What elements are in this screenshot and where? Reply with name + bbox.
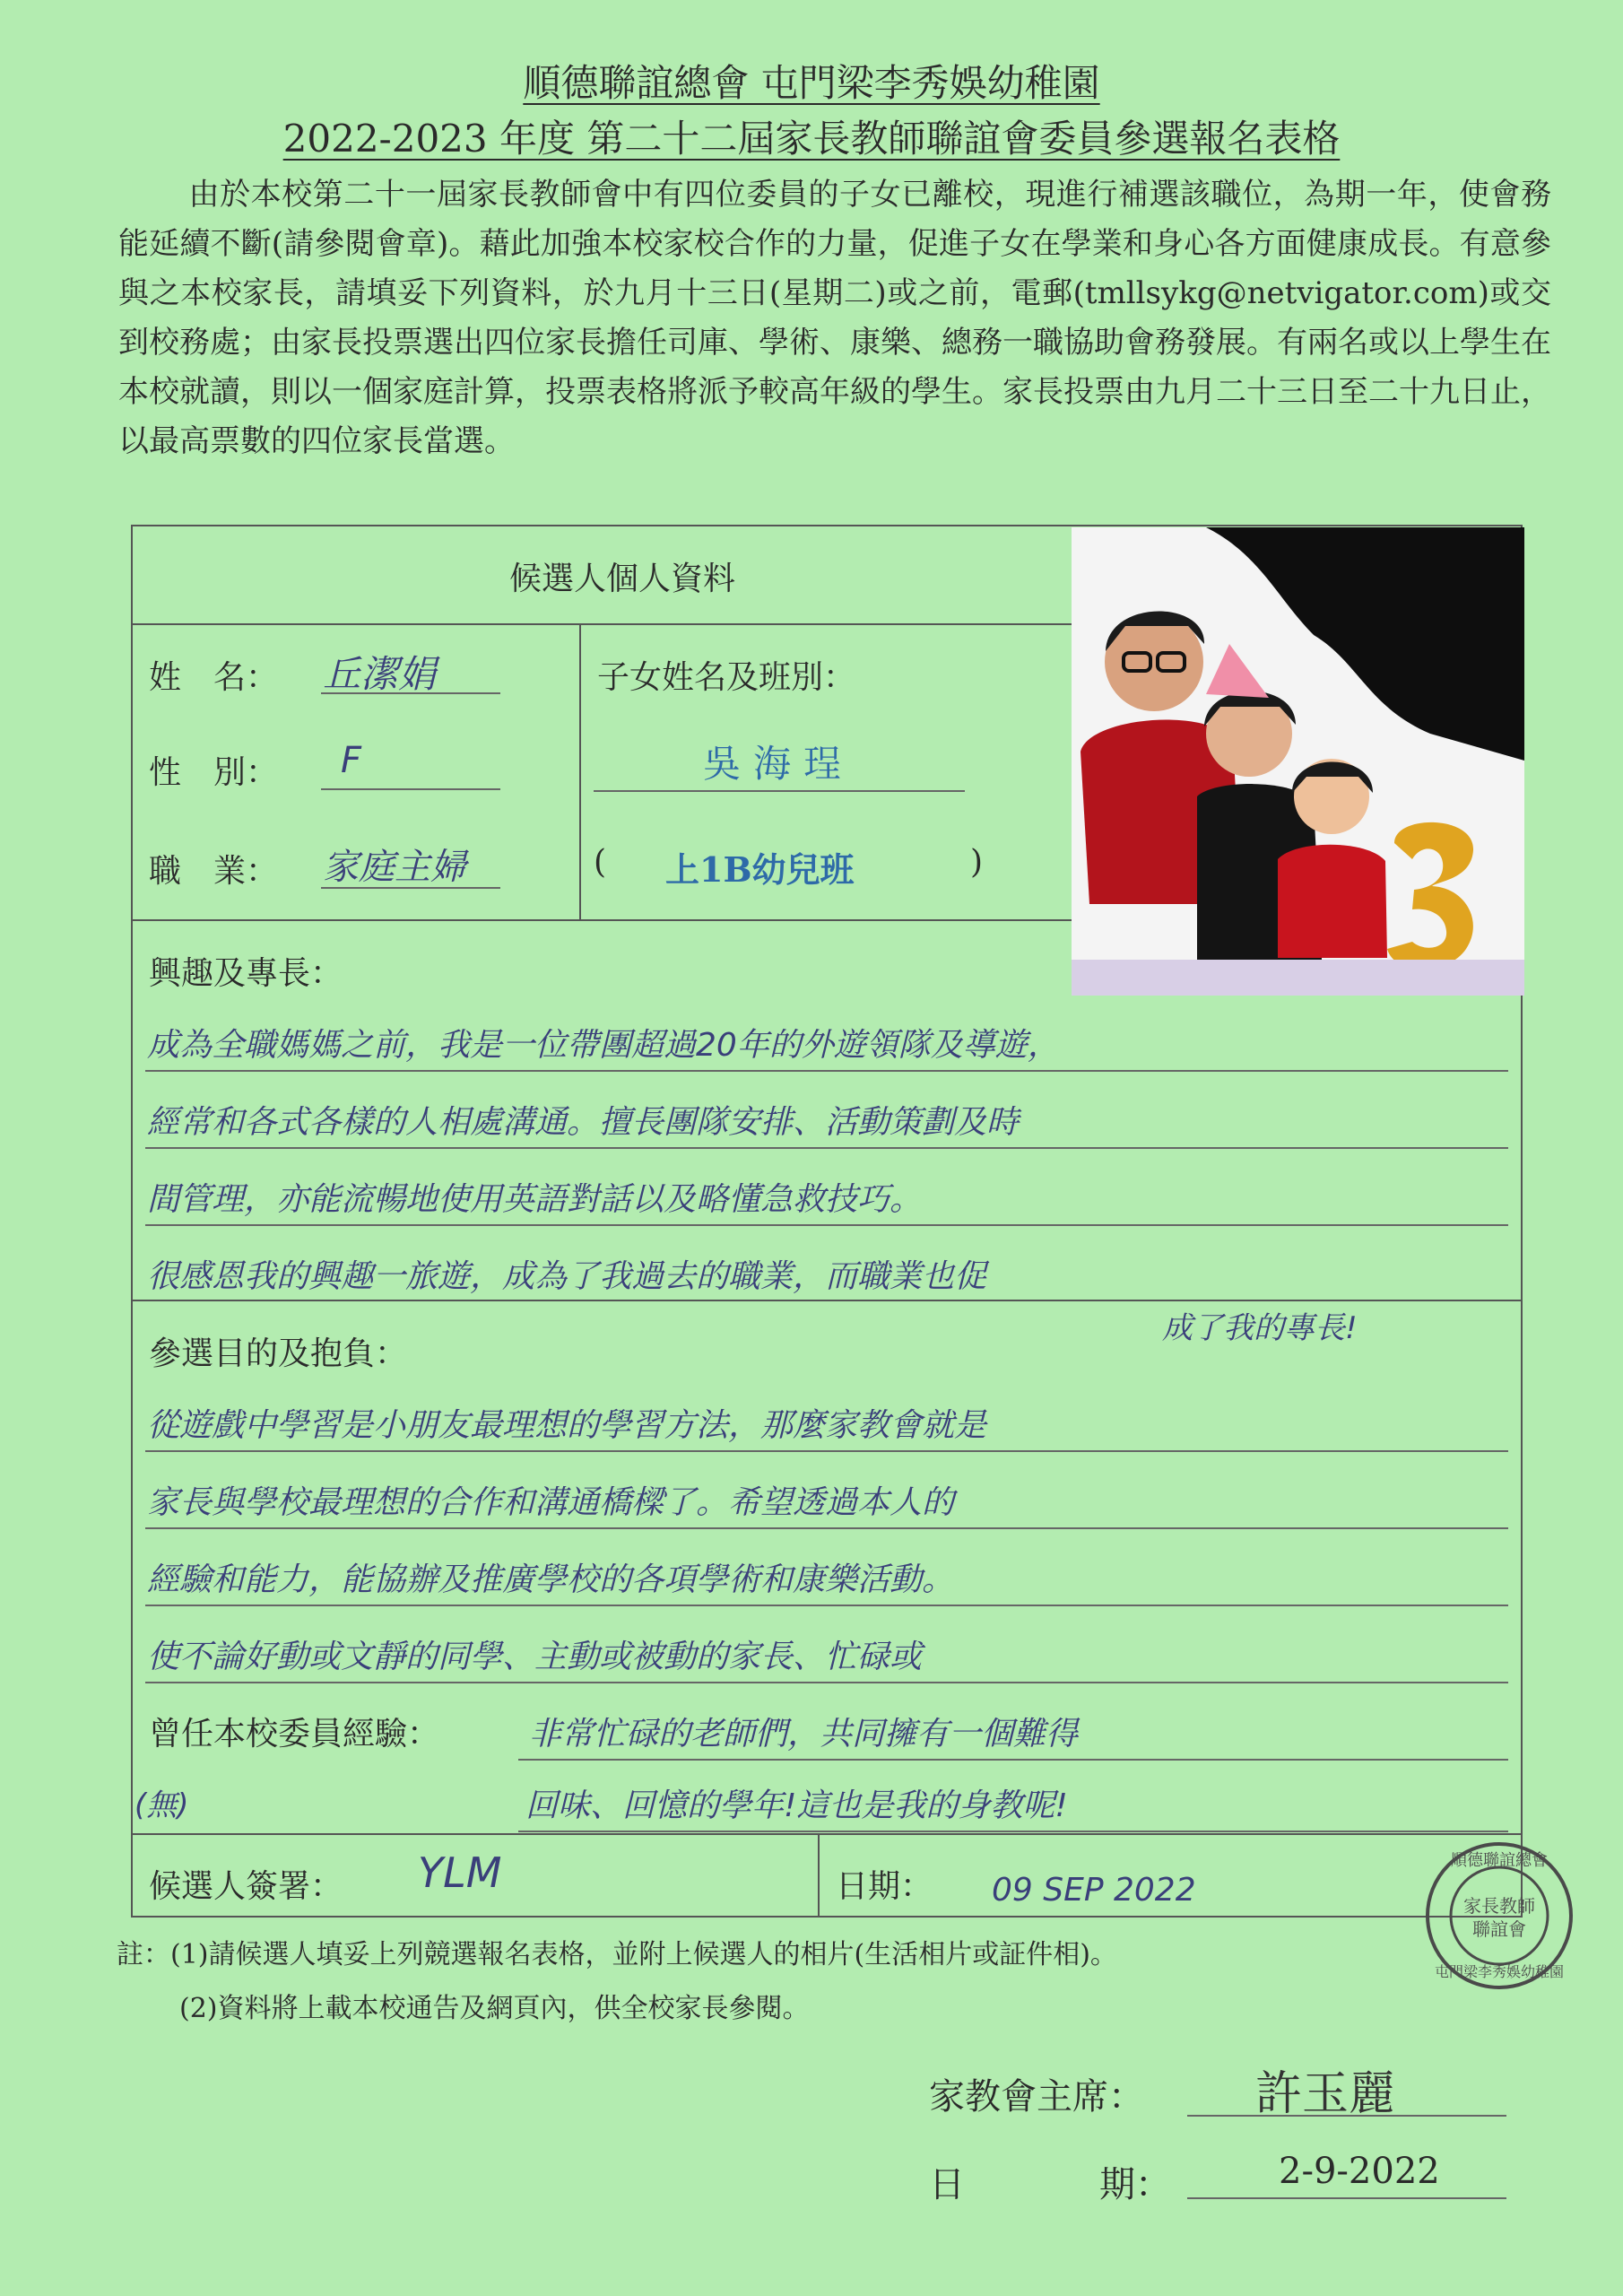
candidate-photo xyxy=(1072,527,1524,996)
class-close-paren: ) xyxy=(970,844,984,881)
interests-underline xyxy=(145,1224,1508,1226)
chair-date-label-b: 期： xyxy=(1099,2164,1171,2205)
interests-underline xyxy=(145,1070,1508,1072)
intro-text: 由於本校第二十一屆家長教師會中有四位委員的子女已離校，現進行補選該職位，為期一年，使會務能延續不斷(請參閱會章)。藉此加強本校家校合作的力量，促進子女在學業和身心各方面健康成長。有意參與之本校家長，請填妥下列資料，於九月十三日(星期二)或之前，電郵(tmllsykg@netvigator.com)或交到校務處；由家長投票選出四位家長擔任司庫、學術、康樂、總務一職協助會務發展。有兩名或以上學生在本校就讀，則以一個家庭計算，投票表格將派予較高年級的學生。家長投票由九月二十三日至二十九日止，以最高票數的四位家長當選。 xyxy=(118,177,1551,459)
association-seal xyxy=(1424,1840,1575,1991)
chair-underline xyxy=(1187,2115,1506,2117)
child-name-underline xyxy=(594,790,965,792)
chair-name: 許玉麗 xyxy=(1255,2067,1396,2121)
gender-label: 性 別： xyxy=(149,754,279,791)
school-title: 順德聯誼總會 屯門梁李秀娛幼稚園 xyxy=(523,61,1100,105)
divider xyxy=(133,623,1072,625)
seal-bottom-text: 屯門梁李秀娛幼稚園 xyxy=(1434,1963,1565,1980)
notes xyxy=(117,1928,1117,2036)
interests-line[interactable]: 很感恩我的興趣一旅遊，成為了我過去的職業，而職業也促 xyxy=(147,1258,987,1295)
interests-line[interactable]: 經常和各式各樣的人相處溝通。擅長團隊安排、活動策劃及時 xyxy=(147,1104,1020,1141)
goals-label: 參選目的及抱負： xyxy=(149,1335,408,1372)
goals-line[interactable]: 家長與學校最理想的合作和溝通橋樑了。希望透過本人的 xyxy=(147,1484,955,1521)
class-open-paren: ( xyxy=(594,844,607,881)
seal-center-text: 聯誼會 xyxy=(1472,1918,1526,1940)
occupation-underline xyxy=(321,887,500,889)
interests-line[interactable]: 間管理，亦能流暢地使用英語對話以及略懂急救技巧。 xyxy=(147,1181,923,1218)
goals-underline xyxy=(518,1759,1508,1761)
chair-date-label-a: 日 xyxy=(929,2164,965,2205)
interests-label: 興趣及專長： xyxy=(149,955,343,992)
goals-line[interactable]: 從遊戲中學習是小朋友最理想的學習方法，那麼家教會就是 xyxy=(147,1407,987,1444)
goals-underline xyxy=(145,1605,1508,1606)
occupation-value[interactable]: 家庭主婦 xyxy=(323,847,466,888)
child-label: 子女姓名及班別： xyxy=(597,659,856,696)
child-name-value[interactable]: 吳海珵 xyxy=(703,742,855,786)
goals-line[interactable]: 非常忙碌的老師們，共同擁有一個難得 xyxy=(529,1716,1079,1752)
goals-line[interactable]: 回味、回憶的學年!這也是我的身教呢! xyxy=(525,1787,1068,1824)
seal-center-text: 家長教師 xyxy=(1463,1895,1535,1917)
name-label: 姓 名： xyxy=(149,659,279,696)
goals-underline xyxy=(145,1450,1508,1452)
goals-line[interactable]: 使不論好動或文靜的同學、主動或被動的家長、忙碌或 xyxy=(147,1639,923,1675)
intro-paragraph xyxy=(118,170,1551,466)
name-value[interactable]: 丘潔娟 xyxy=(323,652,437,696)
chair-date-value: 2-9-2022 xyxy=(1279,2151,1440,2192)
gender-value[interactable]: F xyxy=(341,740,362,781)
interests-line[interactable]: 成了我的專長! xyxy=(1162,1310,1358,1346)
signature-label: 候選人簽署： xyxy=(149,1868,343,1905)
experience-value[interactable]: (無) xyxy=(135,1787,189,1823)
class-value[interactable]: 上1B幼兒班 xyxy=(665,849,855,890)
date-label: 日期： xyxy=(836,1868,933,1905)
chair-date-underline xyxy=(1187,2197,1506,2199)
note-2: (2)資料將上載本校通告及網頁內，供全校家長參閱。 xyxy=(179,1993,810,2024)
divider xyxy=(133,919,1072,921)
interests-underline xyxy=(145,1147,1508,1149)
occupation-label: 職 業： xyxy=(149,853,279,890)
note-1: 註：(1)請候選人填妥上列競選報名表格，並附上候選人的相片(生活相片或証件相)。 xyxy=(117,1939,1117,1970)
goals-line[interactable]: 經驗和能力，能協辦及推廣學校的各項學術和康樂活動。 xyxy=(147,1561,955,1598)
name-underline xyxy=(321,692,500,694)
goals-underline xyxy=(145,1527,1508,1529)
seal-top-text: 順德聯誼總會 xyxy=(1451,1851,1548,1870)
signature-value[interactable]: YLM xyxy=(418,1848,502,1897)
family-photo-illustration xyxy=(1072,527,1524,996)
gender-underline xyxy=(321,788,500,790)
divider xyxy=(579,623,581,919)
seal-graphic xyxy=(1424,1840,1575,1991)
experience-label: 曾任本校委員經驗： xyxy=(149,1716,440,1752)
chair-label: 家教會主席： xyxy=(929,2076,1144,2118)
interests-line[interactable]: 成為全職媽媽之前，我是一位帶團超過20年的外遊領隊及導遊， xyxy=(147,1027,1060,1064)
goals-underline xyxy=(145,1682,1508,1683)
form-title: 2022-2023 年度 第二十二屆家長教師聯誼會委員參選報名表格 xyxy=(282,117,1341,161)
goals-underline xyxy=(518,1831,1508,1832)
divider xyxy=(818,1833,820,1918)
section-title: 候選人個人資料 xyxy=(509,561,736,597)
divider xyxy=(133,1300,1521,1301)
divider xyxy=(133,1833,1521,1835)
date-value[interactable]: 09 SEP 2022 xyxy=(992,1872,1196,1909)
